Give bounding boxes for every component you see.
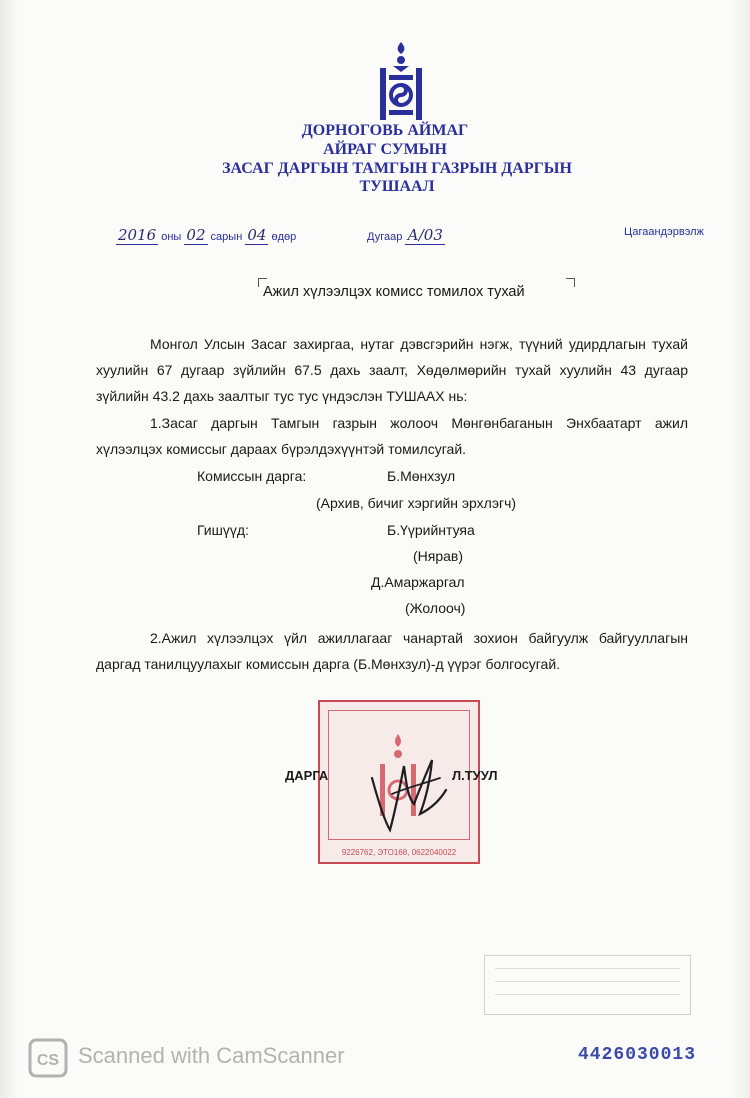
header-aimag: ДОРНОГОВЬ АЙМАГ [301,122,469,139]
date-day: 04 [247,226,267,244]
header-sum: АЙРАГ СУМЫН [323,141,447,158]
paragraph-basis: Монгол Улсын Засаг захиргаа, нутаг дэвсгэрийн нэгж, түүний удирдлагын тухай хуулийн 67 дугаар зүйлийн 67.5 дахь заалт, Хөдөлмөрийн тухай хуулийн 43 дугаар зүйлийн 43.2 дахь заалтыг тус тус үндэслэн ТУШААХ нь: [96,336,688,404]
header-order: ТУШААЛ [359,178,435,195]
signatory-role: ДАРГА [285,768,329,783]
member1-role: (Нярав) [413,548,464,564]
date-day-suffix: өдөр [268,231,297,243]
faint-stamp-box [484,955,691,1015]
member2-name: Д.Амаржаргал [371,574,465,590]
chair-name: Б.Мөнхзул [387,468,456,484]
paragraph-item-1: 1.Засаг даргын Тамгын газрын жолооч Мөнгөнбаганын Энхбаатарт ажил хүлээлцэх комиссыг дараах бүрэлдэхүүнтэй томилсугай. [96,415,688,457]
handwritten-signature [360,738,450,838]
chair-label: Комиссын дарга: [197,468,307,484]
order-date [116,226,296,244]
order-number-label: Дугаар [367,231,406,243]
date-year: 2016 [118,226,157,244]
member2-role: (Жолооч) [405,600,466,616]
members-label: Гишүүд: [197,522,249,538]
title-corner-right [566,278,575,287]
date-year-suffix: оны [158,231,185,243]
order-place: Цагаандэрвэлж [624,226,704,238]
order-number [367,226,445,244]
date-month: 02 [186,226,206,244]
order-number-value: А/03 [407,226,443,244]
document-serial-number: 4426030013 [578,1045,697,1065]
soyombo-emblem-icon [377,40,425,122]
paragraph-item-2: 2.Ажил хүлээлцэх үйл ажиллагааг чанартай зохион байгуулж байгууллагын даргад танилцуулахыг комиссын дарга (Б.Мөнхзул)-д үүрэг болгосугай. [96,630,688,672]
seal-code: 9226762, ЭТО168, 0622040022 [341,848,457,857]
camscanner-logo-text: CS [36,1052,60,1069]
header-office: ЗАСАГ ДАРГЫН ТАМГЫН ГАЗРЫН ДАРГЫН [222,160,572,177]
document-title: Ажил хүлээлцэх комисс томилох тухай [263,284,525,300]
member1-name: Б.Үүрийнтуяа [387,522,475,538]
chair-role: (Архив, бичиг хэргийн эрхлэгч) [316,495,517,511]
camscanner-watermark: Scanned with CamScanner [78,1043,345,1068]
date-month-suffix: сарын [207,231,246,243]
camscanner-logo-icon [28,1038,68,1078]
signatory-name: Л.ТУУЛ [452,768,498,783]
